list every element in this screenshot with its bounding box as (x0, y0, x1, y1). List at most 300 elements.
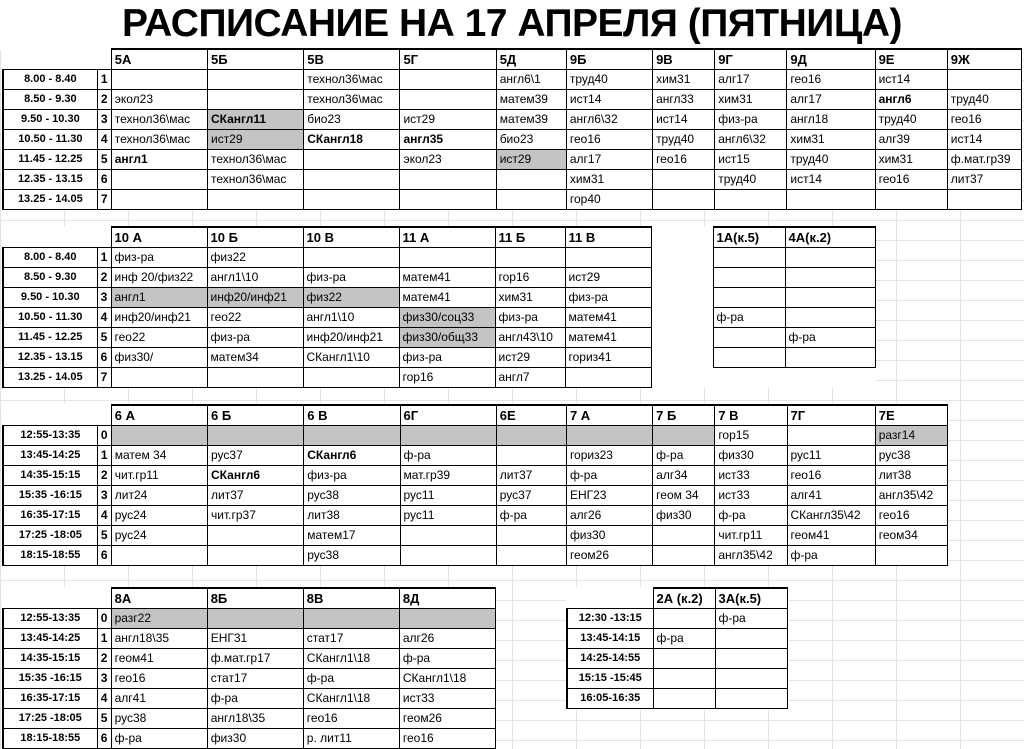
lesson-cell: алг41 (787, 486, 875, 506)
lesson-cell: ист33 (399, 689, 495, 709)
lesson-cell (715, 689, 787, 709)
lesson-number: 2 (97, 649, 111, 669)
lesson-cell: англ35\42 (715, 546, 787, 566)
lesson-number: 4 (97, 689, 111, 709)
lesson-cell (303, 248, 399, 268)
lesson-cell (651, 288, 713, 308)
lesson-row (3, 609, 496, 629)
lesson-cell: ф-ра (303, 669, 399, 689)
class-header: 8Д (399, 588, 495, 609)
header-corner (3, 49, 97, 70)
lesson-cell (713, 368, 785, 388)
lesson-cell (785, 308, 875, 328)
lesson-cell: инф20/инф21 (207, 288, 303, 308)
lesson-number: 1 (97, 629, 111, 649)
class-header: 6Г (400, 405, 496, 426)
lesson-cell: матем34 (207, 348, 303, 368)
lesson-cell (496, 546, 566, 566)
lesson-row (3, 689, 496, 709)
lesson-cell: ист29 (496, 150, 566, 170)
lesson-cell: гор40 (566, 190, 652, 210)
lesson-cell (785, 268, 875, 288)
lesson-row (3, 70, 1022, 90)
lesson-cell: технол36\мас (111, 110, 207, 130)
lesson-cell: англ7 (495, 368, 565, 388)
lesson-cell: ист14 (875, 70, 947, 90)
lesson-cell (496, 526, 566, 546)
class-header: 1А(к.5) (713, 227, 785, 248)
lesson-cell: гео16 (875, 506, 947, 526)
lesson-cell: р. лит11 (303, 729, 399, 749)
lesson-cell: алг34 (653, 466, 715, 486)
lesson-cell: инф20/инф21 (303, 328, 399, 348)
lesson-row (3, 669, 496, 689)
lesson-cell: хим31 (875, 150, 947, 170)
lesson-cell: ист14 (566, 90, 652, 110)
lesson-time: 12.35 - 13.15 (3, 348, 97, 368)
lesson-cell (566, 426, 652, 446)
lesson-cell: рус38 (304, 486, 400, 506)
lesson-cell: лит37 (208, 486, 304, 506)
class-header: 2А (к.2) (653, 588, 715, 609)
lesson-cell: ЕНГ31 (207, 629, 303, 649)
lesson-cell: СКангл6 (208, 466, 304, 486)
lesson-time: 17:25 -18:05 (3, 709, 97, 729)
lesson-cell (651, 308, 713, 328)
lesson-cell: алг17 (566, 150, 652, 170)
lesson-row (3, 466, 948, 486)
header-corner-num (97, 405, 111, 426)
lesson-cell (111, 368, 207, 388)
class-header: 8А (111, 588, 207, 609)
class-header: 5Г (400, 49, 496, 70)
lesson-number: 7 (97, 190, 111, 210)
class-header: 4А(к.2) (785, 227, 875, 248)
lesson-time: 12:55-13:35 (3, 609, 97, 629)
lesson-cell: ф-ра (400, 446, 496, 466)
lesson-time: 9.50 - 10.30 (3, 288, 97, 308)
lesson-cell: гео16 (787, 70, 875, 90)
lesson-time: 15:35 -16:15 (3, 486, 97, 506)
lesson-time: 17:25 -18:05 (3, 526, 97, 546)
lesson-number: 0 (97, 609, 111, 629)
lesson-cell (304, 190, 400, 210)
class-header: 11 А (399, 227, 495, 248)
lesson-cell: рус24 (111, 526, 207, 546)
lesson-cell (496, 446, 566, 466)
lesson-cell (304, 426, 400, 446)
lesson-cell: физ30/общ33 (399, 328, 495, 348)
lesson-cell: мат.гр39 (400, 466, 496, 486)
lesson-cell: лит38 (875, 466, 947, 486)
lesson-cell: труд40 (875, 110, 947, 130)
lesson-cell (713, 328, 785, 348)
lesson-cell: англ18\35 (111, 629, 207, 649)
lesson-cell: гео16 (399, 729, 495, 749)
schedule-table-grade-8 (2, 587, 496, 749)
class-header: 11 Б (495, 227, 565, 248)
class-header: 7Е (875, 405, 947, 426)
lesson-row (3, 190, 1022, 210)
lesson-cell (715, 629, 787, 649)
lesson-time: 12:30 -13:15 (567, 609, 653, 629)
class-header: 9Е (875, 49, 947, 70)
lesson-number: 1 (97, 446, 111, 466)
lesson-cell (653, 526, 715, 546)
lesson-cell: алг41 (111, 689, 207, 709)
class-header: 9Г (715, 49, 787, 70)
lesson-row (3, 546, 948, 566)
lesson-cell: англ33 (653, 90, 715, 110)
lesson-cell: труд40 (787, 150, 875, 170)
lesson-cell (715, 190, 787, 210)
lesson-number: 6 (97, 170, 111, 190)
class-header: 9Д (787, 49, 875, 70)
lesson-cell (207, 609, 303, 629)
class-header: 10 Б (207, 227, 303, 248)
lesson-cell: ист29 (207, 130, 303, 150)
class-header: 10 В (303, 227, 399, 248)
lesson-time: 15:35 -16:15 (3, 669, 97, 689)
lesson-cell: физ30/соц33 (399, 308, 495, 328)
lesson-cell: гор15 (715, 426, 787, 446)
lesson-cell: рус11 (400, 486, 496, 506)
lesson-cell: англ1\10 (303, 308, 399, 328)
lesson-cell: гео16 (947, 110, 1021, 130)
lesson-number: 5 (97, 526, 111, 546)
lesson-cell (651, 248, 713, 268)
lesson-cell (496, 426, 566, 446)
lesson-number: 2 (97, 268, 111, 288)
class-header: 9Б (566, 49, 652, 70)
lesson-number: 4 (97, 130, 111, 150)
lesson-cell (400, 546, 496, 566)
lesson-cell: физ-ра (207, 328, 303, 348)
lesson-cell: экол23 (400, 150, 496, 170)
lesson-cell: разг14 (875, 426, 947, 446)
lesson-cell: хим31 (566, 170, 652, 190)
lesson-cell: лит37 (947, 170, 1021, 190)
lesson-cell: ф-ра (207, 689, 303, 709)
lesson-cell: алг17 (715, 70, 787, 90)
lesson-cell: гор16 (495, 268, 565, 288)
lesson-cell: англ18 (787, 110, 875, 130)
lesson-cell: геом41 (787, 526, 875, 546)
lesson-number: 3 (97, 288, 111, 308)
lesson-cell: гориз41 (565, 348, 651, 368)
lesson-cell (565, 368, 651, 388)
lesson-cell: рус38 (111, 709, 207, 729)
lesson-cell: ист29 (400, 110, 496, 130)
lesson-time: 14:35-15:15 (3, 466, 97, 486)
lesson-time: 14:25-14:55 (567, 649, 653, 669)
lesson-cell: ист33 (715, 486, 787, 506)
lesson-cell (496, 190, 566, 210)
lesson-cell (111, 170, 207, 190)
lesson-cell: матем41 (565, 308, 651, 328)
lesson-cell (207, 90, 303, 110)
lesson-cell: инф 20/физ22 (111, 268, 207, 288)
lesson-cell: рус24 (111, 506, 207, 526)
lesson-cell: разг22 (111, 609, 207, 629)
lesson-cell: ф-ра (715, 609, 787, 629)
lesson-cell (653, 609, 715, 629)
lesson-cell (787, 426, 875, 446)
lesson-row (3, 629, 496, 649)
lesson-time: 18:15-18:55 (3, 729, 97, 749)
lesson-number: 4 (97, 506, 111, 526)
class-header (651, 227, 713, 248)
lesson-cell: ист14 (787, 170, 875, 190)
lesson-cell: англ1 (111, 288, 207, 308)
class-header: 7 А (566, 405, 652, 426)
lesson-cell: гео16 (787, 466, 875, 486)
lesson-cell: физ-ра (399, 348, 495, 368)
lesson-cell (713, 268, 785, 288)
lesson-cell (875, 546, 947, 566)
lesson-cell: ист15 (715, 150, 787, 170)
lesson-cell (715, 649, 787, 669)
lesson-cell: ист33 (715, 466, 787, 486)
lesson-cell: СКангл1\10 (303, 348, 399, 368)
lesson-cell: СКангл1\18 (303, 689, 399, 709)
lesson-cell (303, 368, 399, 388)
lesson-cell (651, 368, 713, 388)
lesson-time: 13:45-14:25 (3, 446, 97, 466)
header-corner (3, 588, 97, 609)
lesson-time: 16:35-17:15 (3, 506, 97, 526)
lesson-cell: ЕНГ23 (566, 486, 652, 506)
class-header: 3А(к.5) (715, 588, 787, 609)
lesson-cell: лит24 (111, 486, 207, 506)
lesson-cell (713, 248, 785, 268)
lesson-cell: рус11 (787, 446, 875, 466)
lesson-cell: ист14 (653, 110, 715, 130)
lesson-cell (207, 368, 303, 388)
lesson-cell: труд40 (947, 90, 1021, 110)
lesson-cell (304, 150, 400, 170)
lesson-cell: ф-ра (399, 649, 495, 669)
lesson-number: 2 (97, 466, 111, 486)
lesson-cell: гео16 (111, 669, 207, 689)
lesson-cell: матем 34 (111, 446, 207, 466)
lesson-cell (653, 649, 715, 669)
lesson-cell: гео16 (303, 709, 399, 729)
lesson-cell: СКангл11 (207, 110, 303, 130)
lesson-row (3, 526, 948, 546)
lesson-cell: СКангл6 (304, 446, 400, 466)
lesson-cell: гориз23 (566, 446, 652, 466)
header-row (3, 588, 496, 609)
lesson-cell: геом26 (399, 709, 495, 729)
lesson-cell (651, 268, 713, 288)
lesson-cell: алг26 (399, 629, 495, 649)
lesson-number: 5 (97, 328, 111, 348)
lesson-cell: рус11 (400, 506, 496, 526)
lesson-cell (400, 190, 496, 210)
lesson-cell: физ-ра (111, 248, 207, 268)
header-corner (3, 405, 97, 426)
lesson-cell (304, 170, 400, 190)
class-header: 5В (304, 49, 400, 70)
lesson-cell: ист29 (565, 268, 651, 288)
class-header: 7 Б (653, 405, 715, 426)
lesson-time: 16:05-16:35 (567, 689, 653, 709)
lesson-cell: англ1\10 (207, 268, 303, 288)
lesson-number: 3 (97, 110, 111, 130)
lesson-cell: СКангл1\18 (303, 649, 399, 669)
lesson-cell (400, 526, 496, 546)
lesson-cell: геом26 (566, 546, 652, 566)
lesson-cell: гео16 (653, 150, 715, 170)
lesson-cell (303, 609, 399, 629)
lesson-cell (947, 190, 1021, 210)
lesson-cell: хим31 (495, 288, 565, 308)
lesson-row (567, 669, 787, 689)
lesson-cell: матем39 (496, 110, 566, 130)
lesson-time: 12.35 - 13.15 (3, 170, 97, 190)
lesson-cell (207, 190, 303, 210)
lesson-cell: хим31 (653, 70, 715, 90)
lesson-cell: матем41 (399, 268, 495, 288)
lesson-cell: рус37 (496, 486, 566, 506)
lesson-cell: лит38 (304, 506, 400, 526)
lesson-cell: физ-ра (495, 308, 565, 328)
lesson-cell (713, 288, 785, 308)
lesson-cell: стат17 (303, 629, 399, 649)
lesson-cell (111, 190, 207, 210)
class-header: 6Е (496, 405, 566, 426)
lesson-cell (787, 190, 875, 210)
lesson-row (567, 629, 787, 649)
lesson-cell: ф-ра (785, 328, 875, 348)
lesson-cell: СКангл18 (304, 130, 400, 150)
lesson-cell: физ22 (303, 288, 399, 308)
lesson-cell: ф-ра (566, 466, 652, 486)
lesson-row (3, 150, 1022, 170)
lesson-cell (785, 288, 875, 308)
lesson-cell: технол36\мас (111, 130, 207, 150)
lesson-cell: гео16 (875, 170, 947, 190)
lesson-cell (400, 170, 496, 190)
class-header: 6 В (304, 405, 400, 426)
lesson-number: 5 (97, 150, 111, 170)
schedule-table-grades-6-7 (2, 404, 948, 566)
lesson-cell (399, 248, 495, 268)
lesson-cell: физ22 (207, 248, 303, 268)
lesson-cell (653, 190, 715, 210)
lesson-cell (651, 348, 713, 368)
class-header: 6 Б (208, 405, 304, 426)
lesson-cell: ф-ра (653, 629, 715, 649)
lesson-time: 8.00 - 8.40 (3, 248, 97, 268)
lesson-cell: технол36\мас (207, 150, 303, 170)
header-corner (567, 588, 653, 609)
lesson-cell (495, 248, 565, 268)
lesson-cell: алг17 (787, 90, 875, 110)
lesson-cell (207, 70, 303, 90)
lesson-cell: экол23 (111, 90, 207, 110)
lesson-cell: ф-ра (713, 308, 785, 328)
lesson-row (3, 248, 875, 268)
lesson-number: 6 (97, 348, 111, 368)
header-corner-num (97, 588, 111, 609)
lesson-cell (715, 669, 787, 689)
lesson-cell: геом 34 (653, 486, 715, 506)
lesson-cell: физ-ра (715, 110, 787, 130)
lesson-cell: труд40 (653, 130, 715, 150)
header-row (567, 588, 787, 609)
lesson-cell: лит37 (496, 466, 566, 486)
lesson-cell: ф.мат.гр39 (947, 150, 1021, 170)
lesson-cell: технол36\мас (207, 170, 303, 190)
lesson-number: 4 (97, 308, 111, 328)
lesson-number: 0 (97, 426, 111, 446)
lesson-cell (653, 170, 715, 190)
lesson-number: 1 (97, 248, 111, 268)
lesson-time: 8.50 - 9.30 (3, 268, 97, 288)
class-header: 11 В (565, 227, 651, 248)
lesson-cell: ист14 (947, 130, 1021, 150)
lesson-row (3, 308, 875, 328)
lesson-cell (400, 70, 496, 90)
lesson-number: 6 (97, 546, 111, 566)
lesson-row (567, 649, 787, 669)
lesson-cell (111, 426, 207, 446)
schedule-table-grades-2-3 (566, 587, 788, 709)
lesson-cell (400, 426, 496, 446)
lesson-row (3, 446, 948, 466)
lesson-row (3, 486, 948, 506)
lesson-cell (208, 526, 304, 546)
lesson-cell (785, 248, 875, 268)
lesson-time: 11.45 - 12.25 (3, 328, 97, 348)
lesson-cell: ист29 (495, 348, 565, 368)
lesson-cell (111, 70, 207, 90)
lesson-time: 13.25 - 14.05 (3, 190, 97, 210)
lesson-number: 5 (97, 709, 111, 729)
lesson-cell (400, 90, 496, 110)
lesson-cell: физ30/ (111, 348, 207, 368)
lesson-cell: хим31 (787, 130, 875, 150)
lesson-cell: гео16 (566, 130, 652, 150)
lesson-cell: технол36\мас (304, 70, 400, 90)
lesson-cell: труд40 (715, 170, 787, 190)
lesson-cell: ф.мат.гр17 (207, 649, 303, 669)
lesson-time: 11.45 - 12.25 (3, 150, 97, 170)
header-row (3, 227, 875, 248)
lesson-cell (208, 426, 304, 446)
lesson-row (3, 649, 496, 669)
lesson-cell: ф-ра (715, 506, 787, 526)
lesson-cell: СКангл35\42 (787, 506, 875, 526)
class-header: 9Ж (947, 49, 1021, 70)
lesson-cell: англ35 (400, 130, 496, 150)
lesson-cell: англ18\35 (207, 709, 303, 729)
lesson-cell: рус38 (304, 546, 400, 566)
lesson-cell: инф20/инф21 (111, 308, 207, 328)
class-header: 8Б (207, 588, 303, 609)
lesson-row (3, 90, 1022, 110)
class-header: 7Г (787, 405, 875, 426)
lesson-cell (565, 248, 651, 268)
lesson-cell (208, 546, 304, 566)
lesson-cell: гео22 (207, 308, 303, 328)
lesson-time: 13:45-14:25 (3, 629, 97, 649)
lesson-cell: физ30 (653, 506, 715, 526)
lesson-time: 9.50 - 10.30 (3, 110, 97, 130)
class-header: 5Б (207, 49, 303, 70)
